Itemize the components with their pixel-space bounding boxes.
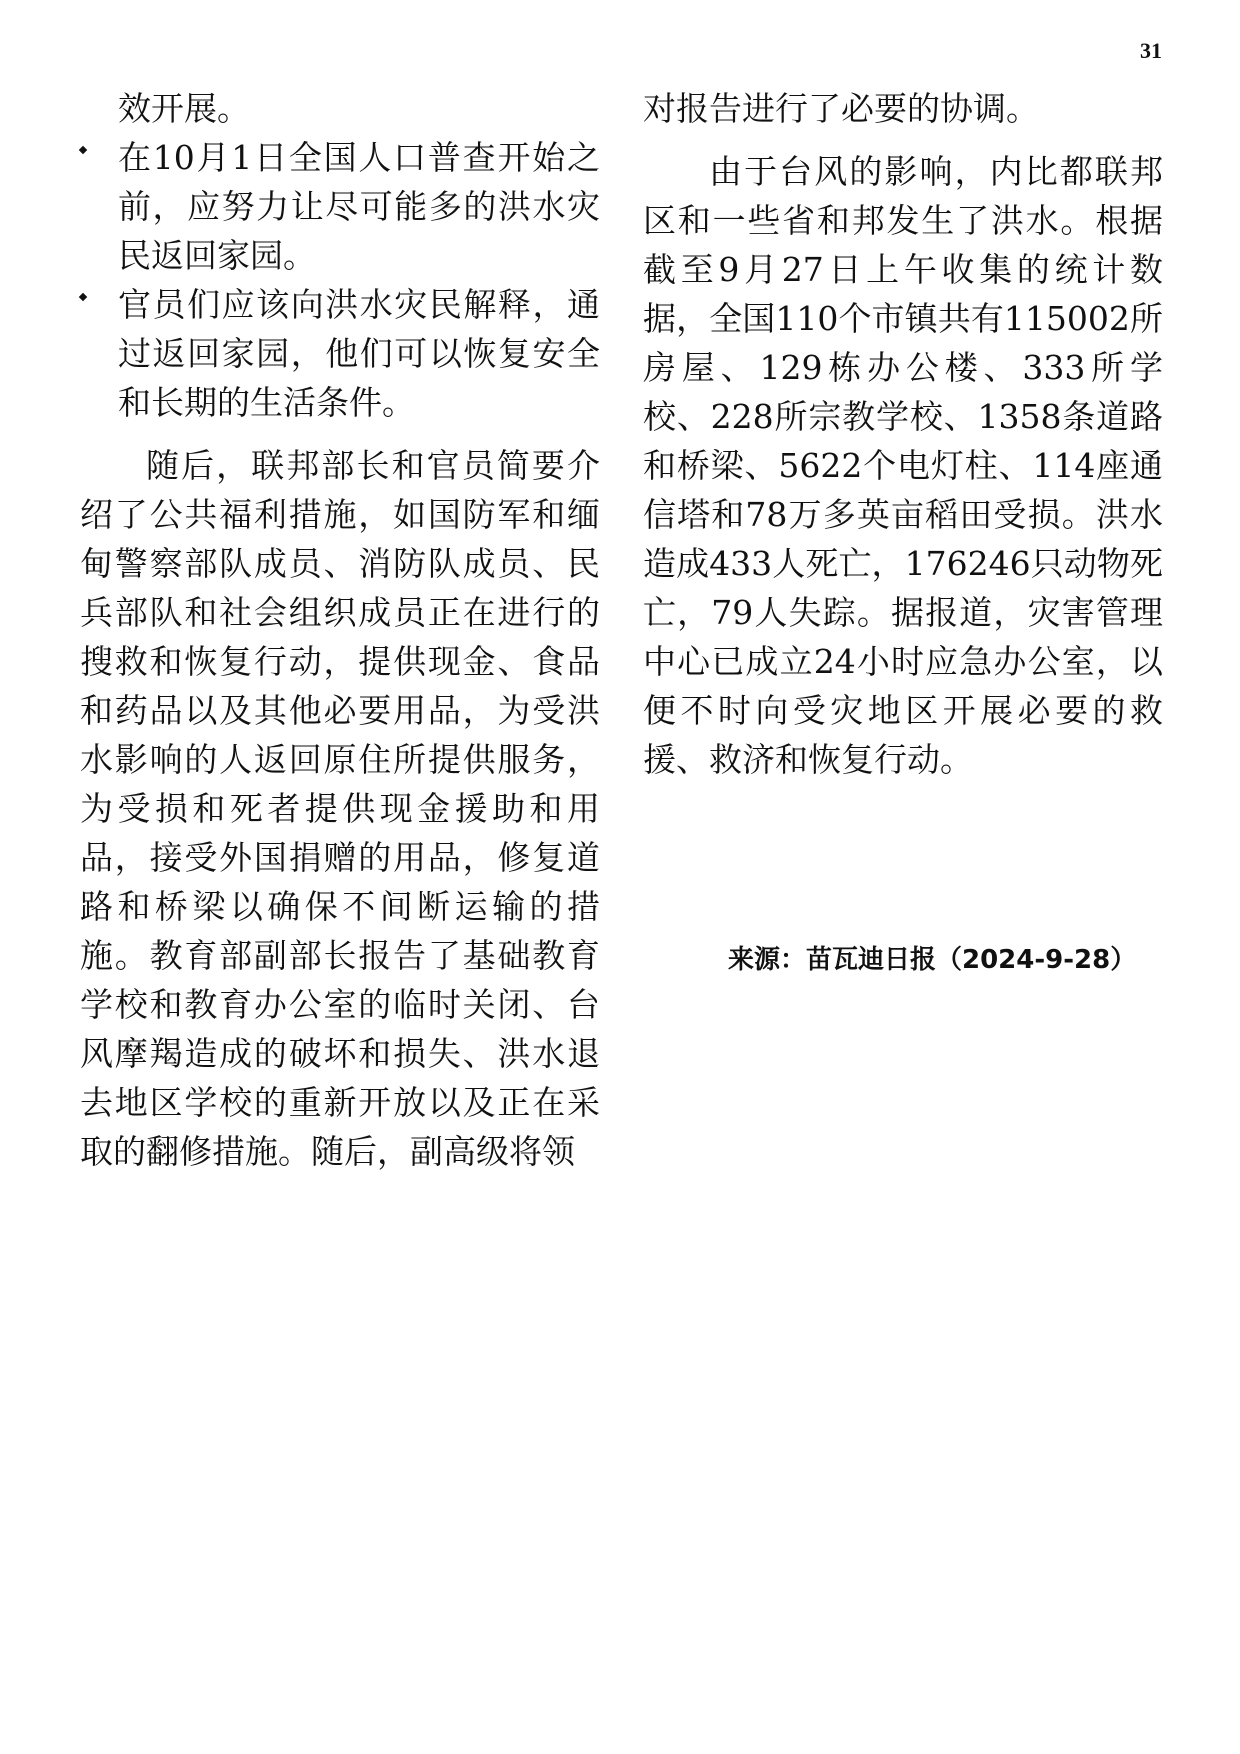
bullet-text: 在10月1日全国人口普查开始之前，应努力让尽可能多的洪水灾民返回家园。	[118, 138, 600, 275]
bullet-list	[80, 133, 600, 427]
right-paragraph: 由于台风的影响，内比都联邦区和一些省和邦发生了洪水。根据截至9月27日上午收集的统计数据，全国110个市镇共有115002所房屋、129栋办公楼、333所学校、228所宗教学校、1358条道路和桥梁、5622个电灯柱、114座通信塔和78万多英亩稻田受损。洪水造成433人死亡，176246只动物死亡，79人失踪。据报道，灾害管理中心已成立24小时应急办公室，以便不时向受灾地区开展必要的救援、救济和恢复行动。	[643, 152, 1163, 779]
right-continuation-text: 对报告进行了必要的协调。	[643, 89, 1039, 128]
left-column	[80, 84, 600, 1176]
bullet-diamond-icon	[79, 146, 87, 154]
source-citation: 来源：苗瓦迪日报（2024-9-28）	[728, 945, 1137, 975]
bullet-item	[80, 280, 600, 427]
left-continuation-text: 效开展。	[118, 89, 250, 128]
right-column	[643, 84, 1163, 784]
page-number: 31	[1140, 38, 1162, 63]
bullet-text: 官员们应该向洪水灾民解释，通过返回家园，他们可以恢复安全和长期的生活条件。	[118, 285, 600, 422]
bullet-diamond-icon	[79, 293, 87, 301]
left-paragraph: 随后，联邦部长和官员简要介绍了公共福利措施，如国防军和缅甸警察部队成员、消防队成员、民兵部队和社会组织成员正在进行的搜救和恢复行动，提供现金、食品和药品以及其他必要用品，为受洪水影响的人返回原住所提供服务，为受损和死者提供现金援助和用品，接受外国捐赠的用品，修复道路和桥梁以确保不间断运输的措施。教育部副部长报告了基础教育学校和教育办公室的临时关闭、台风摩羯造成的破坏和损失、洪水退去地区学校的重新开放以及正在采取的翻修措施。随后，副高级将领	[80, 446, 600, 1171]
bullet-item	[80, 133, 600, 280]
